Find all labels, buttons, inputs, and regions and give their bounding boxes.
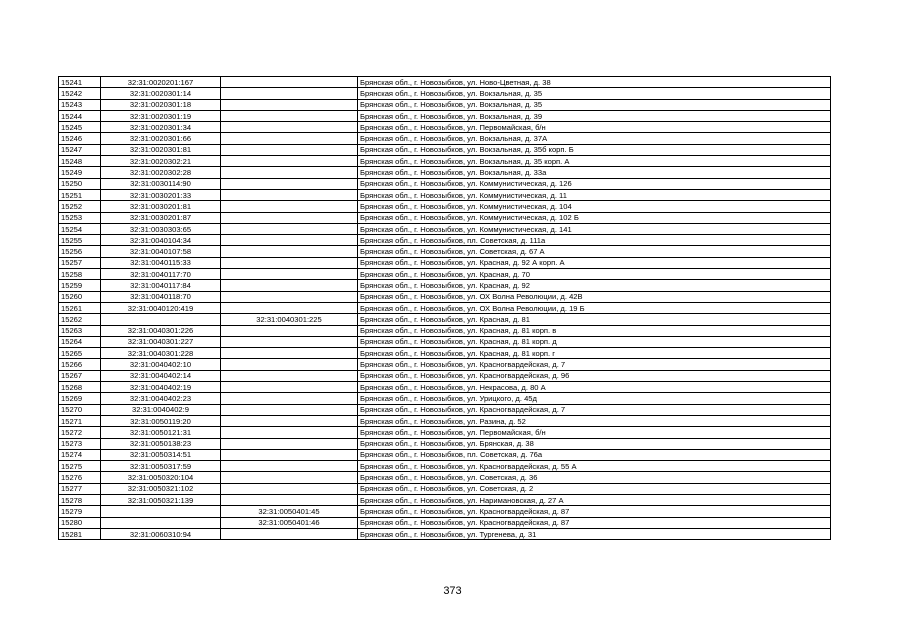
address-cell: Брянская обл., г. Новозыбков, ул. Ново-Цветная, д. 38 — [358, 77, 831, 88]
cadastral-number-cell: 32:31:0040107:58 — [101, 246, 221, 257]
row-number-cell: 15271 — [59, 415, 101, 426]
cadastral-number-cell — [101, 517, 221, 528]
cadastral-number-cell: 32:31:0050119:20 — [101, 415, 221, 426]
cadastral-number-alt-cell — [221, 201, 358, 212]
table-row — [59, 212, 831, 223]
address-cell: Брянская обл., г. Новозыбков, ул. Красная, д. 92 — [358, 280, 831, 291]
cadastral-number-cell: 32:31:0040117:70 — [101, 269, 221, 280]
table-row — [59, 336, 831, 347]
cadastral-number-cell — [101, 314, 221, 325]
table-row — [59, 404, 831, 415]
cadastral-number-alt-cell — [221, 348, 358, 359]
table-row — [59, 144, 831, 155]
address-cell: Брянская обл., г. Новозыбков, ул. Разина, д. 52 — [358, 415, 831, 426]
cadastral-number-alt-cell — [221, 156, 358, 167]
cadastral-number-cell: 32:31:0040118:70 — [101, 291, 221, 302]
row-number-cell: 15248 — [59, 156, 101, 167]
cadastral-number-alt-cell — [221, 291, 358, 302]
cadastral-number-cell: 32:31:0030201:87 — [101, 212, 221, 223]
cadastral-number-alt-cell — [221, 494, 358, 505]
cadastral-number-cell: 32:31:0020301:14 — [101, 88, 221, 99]
cadastral-number-cell: 32:31:0020301:34 — [101, 122, 221, 133]
row-number-cell: 15244 — [59, 110, 101, 121]
cadastral-number-cell: 32:31:0030303:65 — [101, 223, 221, 234]
table-row — [59, 235, 831, 246]
row-number-cell: 15280 — [59, 517, 101, 528]
cadastral-number-cell: 32:31:0050321:139 — [101, 494, 221, 505]
cadastral-number-alt-cell — [221, 212, 358, 223]
address-cell: Брянская обл., г. Новозыбков, ул. Коммунистическая, д. 102 Б — [358, 212, 831, 223]
cadastral-number-cell: 32:31:0050321:102 — [101, 483, 221, 494]
address-cell: Брянская обл., г. Новозыбков, ул. Советская, д. 2 — [358, 483, 831, 494]
table-row — [59, 302, 831, 313]
address-cell: Брянская обл., г. Новозыбков, ул. Урицкого, д. 45д — [358, 393, 831, 404]
cadastral-number-cell: 32:31:0040301:226 — [101, 325, 221, 336]
address-cell: Брянская обл., г. Новозыбков, ул. Красногвардейская, д. 55 А — [358, 461, 831, 472]
table-row — [59, 201, 831, 212]
row-number-cell: 15241 — [59, 77, 101, 88]
table-row — [59, 370, 831, 381]
row-number-cell: 15246 — [59, 133, 101, 144]
table-row — [59, 461, 831, 472]
cadastral-number-alt-cell — [221, 370, 358, 381]
row-number-cell: 15253 — [59, 212, 101, 223]
table-row — [59, 359, 831, 370]
cadastral-number-alt-cell — [221, 325, 358, 336]
cadastral-number-alt-cell: 32:31:0040301:225 — [221, 314, 358, 325]
cadastral-number-alt-cell — [221, 461, 358, 472]
address-cell: Брянская обл., г. Новозыбков, ул. Советская, д. 36 — [358, 472, 831, 483]
row-number-cell: 15250 — [59, 178, 101, 189]
cadastral-number-alt-cell — [221, 144, 358, 155]
table-row — [59, 156, 831, 167]
cadastral-number-alt-cell — [221, 235, 358, 246]
address-cell: Брянская обл., г. Новозыбков, ул. Коммунистическая, д. 126 — [358, 178, 831, 189]
cadastral-number-cell: 32:31:0040301:228 — [101, 348, 221, 359]
cadastral-number-cell: 32:31:0060310:94 — [101, 528, 221, 539]
table-row — [59, 88, 831, 99]
address-cell: Брянская обл., г. Новозыбков, ул. Коммунистическая, д. 104 — [358, 201, 831, 212]
cadastral-number-cell: 32:31:0040402:19 — [101, 382, 221, 393]
cadastral-number-alt-cell — [221, 269, 358, 280]
table-row — [59, 506, 831, 517]
row-number-cell: 15281 — [59, 528, 101, 539]
address-cell: Брянская обл., г. Новозыбков, ул. Коммунистическая, д. 141 — [358, 223, 831, 234]
row-number-cell: 15252 — [59, 201, 101, 212]
cadastral-number-alt-cell — [221, 449, 358, 460]
table-row — [59, 393, 831, 404]
address-cell: Брянская обл., г. Новозыбков, пл. Советская, д. 111а — [358, 235, 831, 246]
cadastral-number-alt-cell — [221, 280, 358, 291]
table-row — [59, 528, 831, 539]
table-row — [59, 472, 831, 483]
table-row — [59, 167, 831, 178]
row-number-cell: 15276 — [59, 472, 101, 483]
registry-table — [58, 76, 831, 540]
cadastral-number-alt-cell — [221, 359, 358, 370]
cadastral-number-alt-cell — [221, 110, 358, 121]
address-cell: Брянская обл., г. Новозыбков, ул. Красная, д. 81 корп. в — [358, 325, 831, 336]
table-row — [59, 280, 831, 291]
row-number-cell: 15258 — [59, 269, 101, 280]
address-cell: Брянская обл., г. Новозыбков, ул. Вокзальная, д. 39 — [358, 110, 831, 121]
address-cell: Брянская обл., г. Новозыбков, ул. Вокзальная, д. 33а — [358, 167, 831, 178]
table-row — [59, 438, 831, 449]
table-row — [59, 178, 831, 189]
cadastral-number-cell: 32:31:0020301:81 — [101, 144, 221, 155]
cadastral-number-cell: 32:31:0020201:167 — [101, 77, 221, 88]
row-number-cell: 15261 — [59, 302, 101, 313]
row-number-cell: 15262 — [59, 314, 101, 325]
cadastral-number-alt-cell — [221, 336, 358, 347]
cadastral-number-alt-cell — [221, 99, 358, 110]
cadastral-number-cell: 32:31:0020301:19 — [101, 110, 221, 121]
cadastral-number-alt-cell — [221, 246, 358, 257]
address-cell: Брянская обл., г. Новозыбков, ул. Вокзальная, д. 35 — [358, 99, 831, 110]
address-cell: Брянская обл., г. Новозыбков, ул. Брянская, д. 38 — [358, 438, 831, 449]
table-row — [59, 223, 831, 234]
cadastral-number-cell: 32:31:0040402:23 — [101, 393, 221, 404]
table-row — [59, 314, 831, 325]
cadastral-number-cell: 32:31:0030201:81 — [101, 201, 221, 212]
cadastral-number-cell: 32:31:0040117:84 — [101, 280, 221, 291]
table-row — [59, 77, 831, 88]
table-row — [59, 494, 831, 505]
table-row — [59, 122, 831, 133]
cadastral-number-alt-cell — [221, 404, 358, 415]
table-row — [59, 483, 831, 494]
cadastral-number-alt-cell — [221, 88, 358, 99]
row-number-cell: 15260 — [59, 291, 101, 302]
address-cell: Брянская обл., г. Новозыбков, ул. Красногвардейская, д. 7 — [358, 404, 831, 415]
address-cell: Брянская обл., г. Новозыбков, ул. Некрасова, д. 80 А — [358, 382, 831, 393]
address-cell: Брянская обл., г. Новозыбков, ул. Вокзальная, д. 35 — [358, 88, 831, 99]
table-row — [59, 325, 831, 336]
table-row — [59, 382, 831, 393]
address-cell: Брянская обл., г. Новозыбков, ул. Вокзальная, д. 35 корп. А — [358, 156, 831, 167]
cadastral-number-alt-cell — [221, 77, 358, 88]
row-number-cell: 15259 — [59, 280, 101, 291]
cadastral-number-cell: 32:31:0040402:9 — [101, 404, 221, 415]
cadastral-number-alt-cell — [221, 167, 358, 178]
row-number-cell: 15242 — [59, 88, 101, 99]
cadastral-number-cell: 32:31:0050317:59 — [101, 461, 221, 472]
cadastral-number-alt-cell — [221, 483, 358, 494]
address-cell: Брянская обл., г. Новозыбков, ул. Красная, д. 70 — [358, 269, 831, 280]
row-number-cell: 15268 — [59, 382, 101, 393]
cadastral-number-alt-cell — [221, 438, 358, 449]
cadastral-number-alt-cell — [221, 122, 358, 133]
row-number-cell: 15254 — [59, 223, 101, 234]
address-cell: Брянская обл., г. Новозыбков, ул. Советская, д. 67 А — [358, 246, 831, 257]
row-number-cell: 15256 — [59, 246, 101, 257]
row-number-cell: 15264 — [59, 336, 101, 347]
address-cell: Брянская обл., г. Новозыбков, пл. Советская, д. 76а — [358, 449, 831, 460]
row-number-cell: 15278 — [59, 494, 101, 505]
cadastral-number-alt-cell — [221, 393, 358, 404]
cadastral-number-cell: 32:31:0020301:66 — [101, 133, 221, 144]
cadastral-number-cell: 32:31:0020302:28 — [101, 167, 221, 178]
table-row — [59, 110, 831, 121]
cadastral-number-cell: 32:31:0040402:14 — [101, 370, 221, 381]
row-number-cell: 15255 — [59, 235, 101, 246]
cadastral-number-cell: 32:31:0020301:18 — [101, 99, 221, 110]
address-cell: Брянская обл., г. Новозыбков, ул. Вокзальная, д. 37А — [358, 133, 831, 144]
table-row — [59, 348, 831, 359]
table-row — [59, 246, 831, 257]
address-cell: Брянская обл., г. Новозыбков, ул. Коммунистическая, д. 11 — [358, 189, 831, 200]
row-number-cell: 15272 — [59, 427, 101, 438]
row-number-cell: 15277 — [59, 483, 101, 494]
cadastral-number-alt-cell — [221, 133, 358, 144]
row-number-cell: 15257 — [59, 257, 101, 268]
address-cell: Брянская обл., г. Новозыбков, ул. Тургенева, д. 31 — [358, 528, 831, 539]
row-number-cell: 15243 — [59, 99, 101, 110]
cadastral-number-cell: 32:31:0020302:21 — [101, 156, 221, 167]
table-row — [59, 189, 831, 200]
table-row — [59, 449, 831, 460]
row-number-cell: 15279 — [59, 506, 101, 517]
cadastral-number-alt-cell — [221, 472, 358, 483]
row-number-cell: 15251 — [59, 189, 101, 200]
cadastral-number-cell: 32:31:0030201:33 — [101, 189, 221, 200]
cadastral-number-alt-cell — [221, 528, 358, 539]
row-number-cell: 15266 — [59, 359, 101, 370]
cadastral-number-alt-cell — [221, 427, 358, 438]
row-number-cell: 15273 — [59, 438, 101, 449]
address-cell: Брянская обл., г. Новозыбков, ул. Красная, д. 92 А корп. А — [358, 257, 831, 268]
page-number: 373 — [443, 585, 462, 597]
address-cell: Брянская обл., г. Новозыбков, ул. Вокзальная, д. 35б корп. Б — [358, 144, 831, 155]
table-row — [59, 99, 831, 110]
row-number-cell: 15267 — [59, 370, 101, 381]
row-number-cell: 15275 — [59, 461, 101, 472]
address-cell: Брянская обл., г. Новозыбков, ул. ОХ Волна Революции, д. 42В — [358, 291, 831, 302]
address-cell: Брянская обл., г. Новозыбков, ул. Наримановская, д. 27 А — [358, 494, 831, 505]
row-number-cell: 15270 — [59, 404, 101, 415]
address-cell: Брянская обл., г. Новозыбков, ул. Первомайская, б/н — [358, 122, 831, 133]
cadastral-number-cell: 32:31:0040120:419 — [101, 302, 221, 313]
row-number-cell: 15269 — [59, 393, 101, 404]
cadastral-number-cell: 32:31:0040402:10 — [101, 359, 221, 370]
cadastral-number-alt-cell: 32:31:0050401:45 — [221, 506, 358, 517]
cadastral-number-cell: 32:31:0030114:90 — [101, 178, 221, 189]
address-cell: Брянская обл., г. Новозыбков, ул. Красногвардейская, д. 87 — [358, 517, 831, 528]
table-row — [59, 415, 831, 426]
cadastral-number-cell: 32:31:0050314:51 — [101, 449, 221, 460]
table-row — [59, 517, 831, 528]
row-number-cell: 15247 — [59, 144, 101, 155]
cadastral-number-cell: 32:31:0050121:31 — [101, 427, 221, 438]
address-cell: Брянская обл., г. Новозыбков, ул. Красногвардейская, д. 96 — [358, 370, 831, 381]
address-cell: Брянская обл., г. Новозыбков, ул. Красная, д. 81 корп. г — [358, 348, 831, 359]
cadastral-number-alt-cell: 32:31:0050401:46 — [221, 517, 358, 528]
address-cell: Брянская обл., г. Новозыбков, ул. Красногвардейская, д. 7 — [358, 359, 831, 370]
cadastral-number-alt-cell — [221, 382, 358, 393]
cadastral-number-cell: 32:31:0050320:104 — [101, 472, 221, 483]
cadastral-number-alt-cell — [221, 178, 358, 189]
row-number-cell: 15245 — [59, 122, 101, 133]
table-row — [59, 133, 831, 144]
cadastral-number-cell — [101, 506, 221, 517]
row-number-cell: 15274 — [59, 449, 101, 460]
cadastral-number-cell: 32:31:0040301:227 — [101, 336, 221, 347]
address-cell: Брянская обл., г. Новозыбков, ул. ОХ Волна Революции, д. 19 Б — [358, 302, 831, 313]
table-row — [59, 257, 831, 268]
table-row — [59, 291, 831, 302]
table-row — [59, 269, 831, 280]
cadastral-number-alt-cell — [221, 302, 358, 313]
address-cell: Брянская обл., г. Новозыбков, ул. Красная, д. 81 — [358, 314, 831, 325]
row-number-cell: 15249 — [59, 167, 101, 178]
cadastral-number-alt-cell — [221, 415, 358, 426]
cadastral-number-alt-cell — [221, 189, 358, 200]
address-cell: Брянская обл., г. Новозыбков, ул. Красногвардейская, д. 87 — [358, 506, 831, 517]
address-cell: Брянская обл., г. Новозыбков, ул. Красная, д. 81 корп. д — [358, 336, 831, 347]
row-number-cell: 15265 — [59, 348, 101, 359]
cadastral-number-alt-cell — [221, 223, 358, 234]
cadastral-number-cell: 32:31:0040115:33 — [101, 257, 221, 268]
registry-table-body — [59, 77, 831, 540]
table-row — [59, 427, 831, 438]
cadastral-number-alt-cell — [221, 257, 358, 268]
cadastral-number-cell: 32:31:0050138:23 — [101, 438, 221, 449]
row-number-cell: 15263 — [59, 325, 101, 336]
address-cell: Брянская обл., г. Новозыбков, ул. Первомайская, б/н — [358, 427, 831, 438]
cadastral-number-cell: 32:31:0040104:34 — [101, 235, 221, 246]
